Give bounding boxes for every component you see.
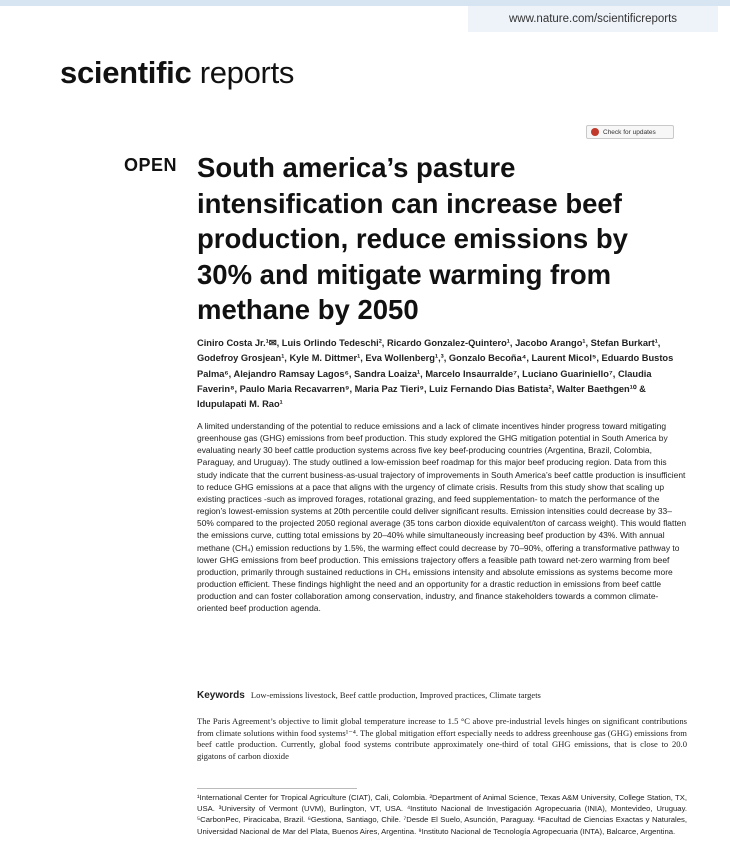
keywords-heading: Keywords xyxy=(197,690,245,701)
abstract: A limited understanding of the potential to reduce emissions and a lack of climate incentives hinder progress toward mitigating greenhouse gas (GHG) emissions from beef production. This study explored the GHG mitigation potential in South America by evaluating nearly 30 beef cattle production systems across five key beef-producing countries (Argentina, Brazil, Colombia, Paraguay, and Uruguay). The study outlined a low-emission beef roadmap for this major beef producing region. Data from this study indicate that the current business-as-usual trajectory of improvements in South America’s beef cattle production is insufficient to reduce GHG emissions at a pace that aligns with the urgency of climate crisis. Results from this study show that scaling up existing practices -such as improved forages, rotational grazing, and feed supplementation- to match the performance of the region’s lowest-emission systems at 20th percentile could deliver significant results. Emission intensities could decrease by 33–50% compared to the projected 2050 regional average (35 tons carbon dioxide equivalent/ton of carcass weight). This would flatten the emissions curve, cutting total emissions by 20–40% while simultaneously increasing beef production by 43%. With annual methane (CH₄) emission reductions by 1.5%, the warming effect could decrease by 70–90%, offering a transformative pathway to lower GHG emissions from beef production. This emissions trajectory offers a feasible path toward net-zero warming from beef production, primarily through sustained reductions in CH₄ emissions intensity and absolute emissions as systems become more production efficient. These findings highlight the need and an opportunity for a drastic reduction in emissions from beef cattle production and can foster collaboration among conservation, industry, and finance stakeholders towards a common climate-oriented beef production agenda. xyxy=(197,421,687,614)
article-title: South america’s pasture intensification can increase beef production, reduce emissions by 30% and mitigate warming from methane by 2050 xyxy=(197,152,628,325)
introduction-paragraph: The Paris Agreement’s objective to limit global temperature increase to 1.5 °C above pre-industrial levels hinges on significant contributions from climate solutions within food systems¹⁻⁴. The global mitigation effort especially needs to address greenhouse gas (GHG) emissions from beef cattle production. Currently, global food systems contribute approximately one-third of total GHG emissions, that is close to 20.0 gigatons of carbon dioxide xyxy=(197,716,687,762)
journal-logo xyxy=(60,55,294,91)
journal-logo-light: reports xyxy=(191,55,295,90)
keywords xyxy=(197,690,687,701)
keywords-list: Low-emissions livestock, Beef cattle production, Improved practices, Climate targets xyxy=(250,690,541,700)
affiliations: ¹International Center for Tropical Agriculture (CIAT), Cali, Colombia. ²Department of Animal Science, Texas A&M University, College Station, TX, USA. ³University of Vermont (UVM), Burlington, VT, USA. ⁴Instituto Nacional de Investigación Agropecuaria (INIA), Montevideo, Uruguay. ⁵CarbonPec, Piracicaba, Brazil. ⁶Gestiona, Santiago, Chile. ⁷Desde El Suelo, Asunción, Paraguay. ⁸Facultad de Ciencias Exactas y Naturales, Universidad Nacional de Mar del Plata, Buenos Aires, Argentina. ⁹Instituto Nacional de Tecnología Agropecuaria (INTA), Balcarce, Argentina. xyxy=(197,793,687,836)
footnote-divider xyxy=(197,788,357,789)
check-for-updates-button[interactable] xyxy=(586,125,674,139)
open-access-label: OPEN xyxy=(124,155,178,175)
journal-logo-bold: scientific xyxy=(60,55,192,90)
author-list: Ciniro Costa Jr.¹✉, Luis Orlindo Tedeschi², Ricardo Gonzalez-Quintero¹, Jacobo Arango¹, Stefan Burkart¹, Godefroy Grosjean¹, Kyle M. Dittmer¹, Eva Wollenberg¹,³, Gonzalo Becoña⁴, Laurent Micol⁵, Eduardo Bustos Palma⁶, Alejandro Ramsay Lagos⁶, Sandra Loaiza¹, Marcelo Insaurralde⁷, Luciano Guariniello⁷, Claudia Faverin⁸, Paulo Maria Recavarren⁹, Maria Paz Tieri⁹, Luiz Fernando Dias Batista², Walter Baethgen¹⁰ & Idupulapati M. Rao¹ xyxy=(197,338,674,410)
journal-url[interactable]: www.nature.com/scientificreports xyxy=(468,6,718,32)
top-banner xyxy=(0,0,730,36)
check-for-updates-label: Check for updates xyxy=(603,129,656,136)
crossmark-icon xyxy=(591,128,599,136)
